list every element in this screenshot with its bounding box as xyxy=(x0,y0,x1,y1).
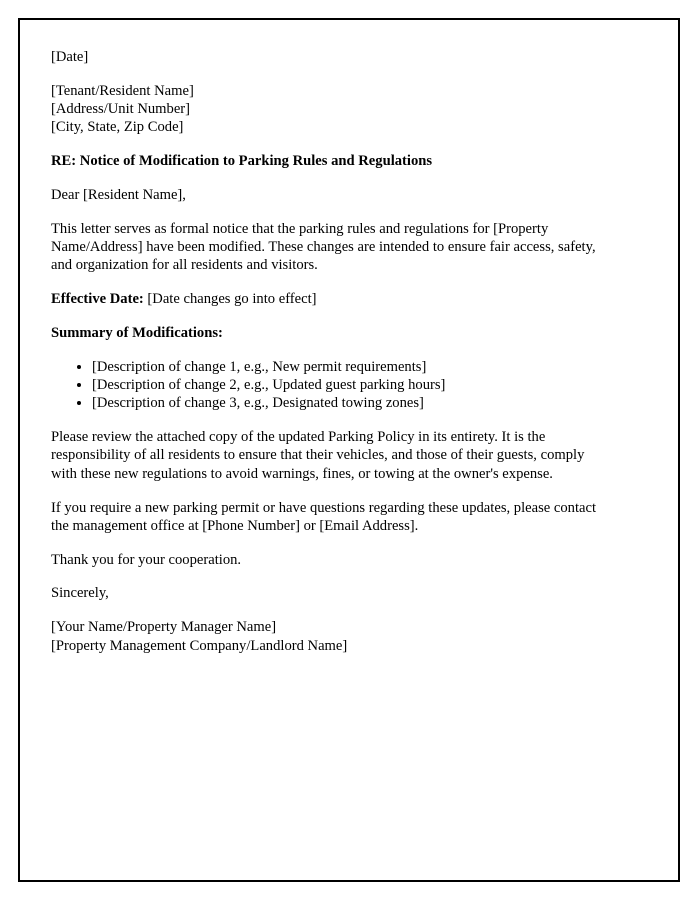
salutation: Dear [Resident Name], xyxy=(51,186,186,203)
recipient-city-state-zip: [City, State, Zip Code] xyxy=(51,119,184,136)
review-paragraph: Please review the attached copy of the updated Parking Policy in its entirety. It is the responsibility of all residents to ensure that their vehicles, and those of their guests, comply with these new regulations to avoid warnings, fines, or towing at the owner's expense. xyxy=(51,429,585,482)
thanks-line: Thank you for your cooperation. xyxy=(51,551,242,568)
closing: Sincerely, xyxy=(51,585,109,602)
signature-company: [Property Management Company/Landlord Name] xyxy=(51,637,348,654)
recipient-name: [Tenant/Resident Name] xyxy=(51,82,194,99)
letter-content xyxy=(20,20,661,690)
letter-date: [Date] xyxy=(51,49,89,65)
signature-name: [Your Name/Property Manager Name] xyxy=(51,619,277,636)
contact-paragraph: If you require a new parking permit or have questions regarding these updates, please contact the management office at [Phone Number] or [Email Address]. xyxy=(51,499,597,534)
signature-block xyxy=(51,618,611,655)
modification-item: • [Description of change 2, e.g., Updated guest parking hours] xyxy=(92,376,611,394)
modification-item: • [Description of change 3, e.g., Designated towing zones] xyxy=(92,394,611,412)
effective-date-label: Effective Date: xyxy=(51,291,144,308)
modification-item: • [Description of change 1, e.g., New permit requirements] xyxy=(92,358,611,376)
subject-line: RE: Notice of Modification to Parking Rules and Regulations xyxy=(51,153,433,170)
modifications-list xyxy=(51,358,611,413)
letter-page xyxy=(18,18,680,882)
effective-date-value: [Date changes go into effect] xyxy=(143,291,317,308)
effective-date-line xyxy=(51,290,611,308)
recipient-address: [Address/Unit Number] xyxy=(51,101,191,118)
summary-heading: Summary of Modifications: xyxy=(51,324,223,341)
intro-paragraph: This letter serves as formal notice that the parking rules and regulations for [Property Name/Address] have been modified. These changes are intended to ensure fair access, safety, and organization for all residents and visitors. xyxy=(51,220,596,274)
recipient-block xyxy=(51,82,611,137)
